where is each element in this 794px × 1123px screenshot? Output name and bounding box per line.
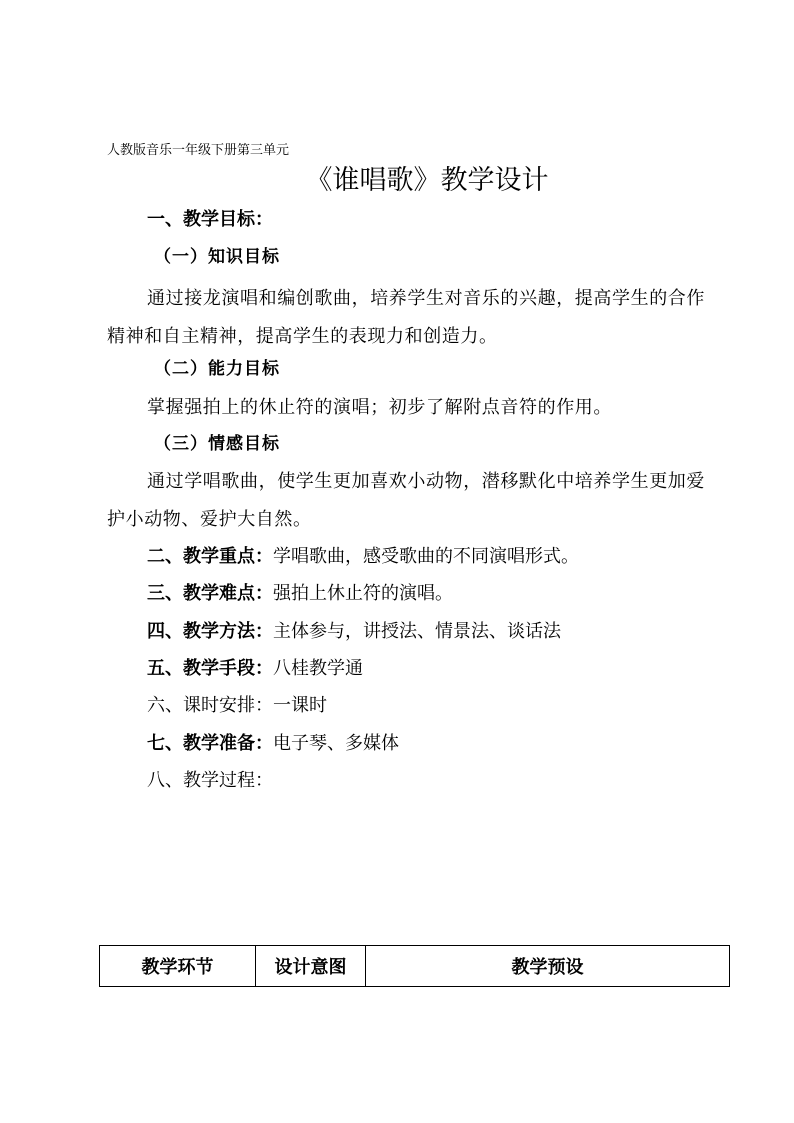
teaching-plan-table xyxy=(99,945,730,987)
column-header-stage: 教学环节 xyxy=(100,946,256,987)
difficulty-row xyxy=(147,582,453,606)
method-row xyxy=(147,620,561,644)
emotion-goal-heading: （三）情感目标 xyxy=(154,434,280,454)
key-point-value: 学唱歌曲，感受歌曲的不同演唱形式。 xyxy=(273,546,579,567)
preparation-row xyxy=(147,732,399,756)
key-point-label: 二、教学重点： xyxy=(147,546,273,567)
goals-heading: 一、教学目标： xyxy=(147,209,273,230)
schedule-row xyxy=(147,694,327,718)
column-header-intent: 设计意图 xyxy=(256,946,366,987)
means-value: 八桂教学通 xyxy=(273,658,363,679)
document-title xyxy=(0,162,794,200)
emotion-goal-text: 通过学唱歌曲，使学生更加喜欢小动物，潜移默化中培养学生更加爱护小动物、爱护大自然。 xyxy=(107,471,705,530)
difficulty-value: 强拍上休止符的演唱。 xyxy=(273,583,453,604)
title-text: 《谁唱歌》教学设计 xyxy=(305,165,549,196)
difficulty-label: 三、教学难点： xyxy=(147,583,273,604)
preparation-label: 七、教学准备： xyxy=(147,733,273,754)
schedule-label: 六、课时安排： xyxy=(147,695,273,716)
unit-subtitle: 人教版音乐一年级下册第三单元 xyxy=(107,143,290,158)
column-header-plan: 教学预设 xyxy=(366,946,730,987)
table-header-row xyxy=(100,946,730,987)
knowledge-goal-heading: （一）知识目标 xyxy=(154,247,280,267)
process-row xyxy=(147,769,273,793)
means-label: 五、教学手段： xyxy=(147,658,273,679)
means-row xyxy=(147,657,363,681)
schedule-value: 一课时 xyxy=(273,695,327,716)
method-label: 四、教学方法： xyxy=(147,621,273,642)
method-value: 主体参与，讲授法、情景法、谈话法 xyxy=(273,621,561,642)
ability-goal-text: 掌握强拍上的休止符的演唱；初步了解附点音符的作用。 xyxy=(147,397,612,418)
knowledge-goal-text: 通过接龙演唱和编创歌曲，培养学生对音乐的兴趣，提高学生的合作精神和自主精神，提高学生的表现力和创造力。 xyxy=(107,288,705,347)
process-label: 八、教学过程： xyxy=(147,770,273,791)
key-point-row xyxy=(147,545,579,569)
ability-goal-heading: （二）能力目标 xyxy=(154,359,280,379)
preparation-value: 电子琴、多媒体 xyxy=(273,733,399,754)
